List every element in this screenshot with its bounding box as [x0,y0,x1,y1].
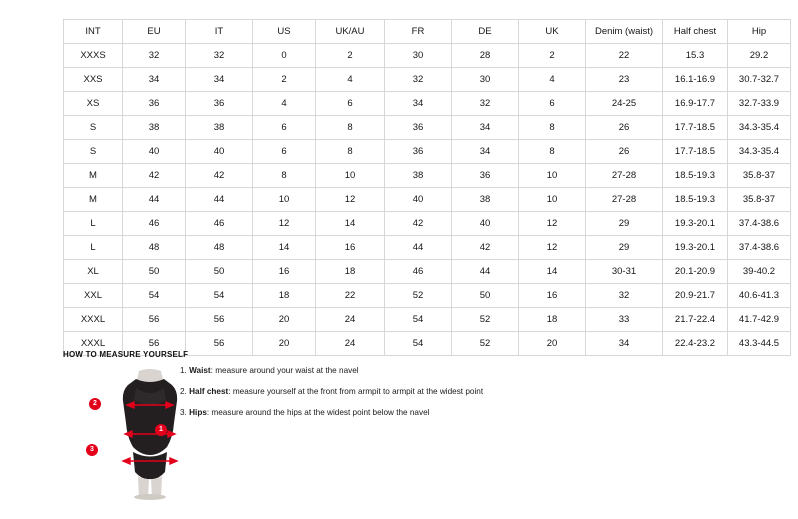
instruction-text-half-chest: : measure yourself at the front from armpit to armpit at the widest point [228,386,484,396]
cell-uk: 18 [519,308,586,332]
cell-half-chest: 16.9-17.7 [663,92,728,116]
instruction-number-1: 1. [180,366,187,375]
cell-hip: 35.8-37 [728,164,791,188]
cell-uk: 10 [519,164,586,188]
table-row [64,92,791,116]
cell-de: 42 [452,236,519,260]
cell-denim: 29 [586,212,663,236]
cell-denim: 26 [586,140,663,164]
cell-hip: 37.4-38.6 [728,212,791,236]
cell-uk-au: 16 [316,236,385,260]
measure-badge-1: 1 [155,424,167,436]
column-header-us: US [253,20,316,44]
cell-uk: 10 [519,188,586,212]
cell-uk: 12 [519,236,586,260]
cell-half-chest: 19.3-20.1 [663,212,728,236]
cell-eu: 32 [123,44,186,68]
cell-us: 12 [253,212,316,236]
cell-fr: 30 [385,44,452,68]
cell-us: 14 [253,236,316,260]
cell-hip: 35.8-37 [728,188,791,212]
cell-int: XL [64,260,123,284]
instruction-text-hips: : measure around the hips at the widest point below the navel [206,407,430,417]
cell-us: 20 [253,332,316,356]
cell-fr: 42 [385,212,452,236]
instruction-number-2: 2. [180,386,187,396]
cell-fr: 38 [385,164,452,188]
cell-half-chest: 15.3 [663,44,728,68]
cell-us: 16 [253,260,316,284]
measure-badge-3: 3 [86,444,98,456]
table-row [64,212,791,236]
cell-uk-au: 18 [316,260,385,284]
cell-hip: 34.3-35.4 [728,116,791,140]
cell-uk: 20 [519,332,586,356]
cell-fr: 36 [385,116,452,140]
cell-fr: 34 [385,92,452,116]
cell-uk-au: 24 [316,308,385,332]
cell-uk: 8 [519,116,586,140]
column-header-int: INT [64,20,123,44]
cell-int: L [64,236,123,260]
cell-denim: 22 [586,44,663,68]
cell-uk: 2 [519,44,586,68]
cell-it: 44 [186,188,253,212]
cell-de: 38 [452,188,519,212]
cell-eu: 44 [123,188,186,212]
instruction-item-waist [180,366,630,376]
cell-it: 56 [186,332,253,356]
table-row [64,68,791,92]
cell-half-chest: 18.5-19.3 [663,188,728,212]
table-row [64,236,791,260]
cell-de: 52 [452,332,519,356]
table-row [64,44,791,68]
cell-int: S [64,116,123,140]
cell-int: L [64,212,123,236]
cell-hip: 34.3-35.4 [728,140,791,164]
column-header-it: IT [186,20,253,44]
cell-us: 2 [253,68,316,92]
cell-fr: 40 [385,188,452,212]
instruction-term-hips: Hips [189,407,207,417]
cell-int: XXXL [64,308,123,332]
column-header-de: DE [452,20,519,44]
cell-uk-au: 10 [316,164,385,188]
cell-us: 18 [253,284,316,308]
cell-denim: 23 [586,68,663,92]
cell-int: XS [64,92,123,116]
column-header-half-chest: Half chest [663,20,728,44]
cell-uk-au: 6 [316,92,385,116]
cell-denim: 27-28 [586,188,663,212]
cell-half-chest: 16.1-16.9 [663,68,728,92]
cell-uk-au: 4 [316,68,385,92]
cell-int: XXL [64,284,123,308]
cell-hip: 39-40.2 [728,260,791,284]
cell-it: 32 [186,44,253,68]
cell-half-chest: 18.5-19.3 [663,164,728,188]
cell-de: 44 [452,260,519,284]
column-header-eu: EU [123,20,186,44]
cell-de: 34 [452,140,519,164]
cell-hip: 29.2 [728,44,791,68]
cell-int: M [64,164,123,188]
cell-int: XXXL [64,332,123,356]
cell-uk: 14 [519,260,586,284]
cell-eu: 42 [123,164,186,188]
table-row [64,116,791,140]
cell-uk-au: 8 [316,116,385,140]
cell-uk-au: 12 [316,188,385,212]
column-header-uk: UK [519,20,586,44]
table-row [64,188,791,212]
cell-us: 6 [253,116,316,140]
cell-half-chest: 21.7-22.4 [663,308,728,332]
cell-eu: 40 [123,140,186,164]
cell-denim: 24-25 [586,92,663,116]
cell-int: M [64,188,123,212]
cell-it: 56 [186,308,253,332]
cell-eu: 56 [123,308,186,332]
cell-us: 20 [253,308,316,332]
column-header-denim-waist: Denim (waist) [586,20,663,44]
cell-hip: 37.4-38.6 [728,236,791,260]
cell-uk: 12 [519,212,586,236]
cell-it: 54 [186,284,253,308]
cell-eu: 46 [123,212,186,236]
table-body [64,44,791,356]
cell-uk: 16 [519,284,586,308]
cell-denim: 29 [586,236,663,260]
cell-eu: 48 [123,236,186,260]
cell-denim: 30-31 [586,260,663,284]
cell-int: XXS [64,68,123,92]
cell-denim: 27-28 [586,164,663,188]
column-header-hip: Hip [728,20,791,44]
cell-de: 32 [452,92,519,116]
table-row [64,260,791,284]
cell-it: 48 [186,236,253,260]
cell-uk-au: 22 [316,284,385,308]
cell-uk: 8 [519,140,586,164]
cell-it: 36 [186,92,253,116]
cell-hip: 43.3-44.5 [728,332,791,356]
table-row [64,308,791,332]
cell-de: 50 [452,284,519,308]
cell-hip: 41.7-42.9 [728,308,791,332]
cell-us: 8 [253,164,316,188]
cell-uk-au: 2 [316,44,385,68]
table-header-row [64,20,791,44]
cell-denim: 26 [586,116,663,140]
cell-de: 36 [452,164,519,188]
table-row [64,284,791,308]
cell-us: 10 [253,188,316,212]
how-to-measure-title: HOW TO MEASURE YOURSELF [63,350,189,359]
cell-uk-au: 8 [316,140,385,164]
instruction-term-waist: Waist [189,366,211,375]
cell-denim: 32 [586,284,663,308]
cell-de: 40 [452,212,519,236]
cell-us: 0 [253,44,316,68]
cell-us: 6 [253,140,316,164]
cell-de: 28 [452,44,519,68]
cell-hip: 30.7-32.7 [728,68,791,92]
cell-eu: 54 [123,284,186,308]
cell-int: S [64,140,123,164]
cell-it: 46 [186,212,253,236]
column-header-uk-au: UK/AU [316,20,385,44]
cell-fr: 54 [385,308,452,332]
cell-it: 40 [186,140,253,164]
cell-half-chest: 22.4-23.2 [663,332,728,356]
cell-it: 38 [186,116,253,140]
table-row [64,140,791,164]
instruction-text-waist: : measure around your waist at the navel [210,366,359,375]
cell-de: 30 [452,68,519,92]
cell-it: 50 [186,260,253,284]
cell-uk: 6 [519,92,586,116]
cell-half-chest: 19.3-20.1 [663,236,728,260]
cell-fr: 36 [385,140,452,164]
cell-fr: 46 [385,260,452,284]
table-row [64,164,791,188]
cell-int: XXXS [64,44,123,68]
cell-de: 34 [452,116,519,140]
cell-it: 34 [186,68,253,92]
instruction-item-half-chest [180,387,630,397]
cell-hip: 32.7-33.9 [728,92,791,116]
cell-fr: 44 [385,236,452,260]
cell-eu: 50 [123,260,186,284]
measure-instructions [180,366,630,429]
cell-fr: 54 [385,332,452,356]
cell-eu: 56 [123,332,186,356]
cell-half-chest: 20.1-20.9 [663,260,728,284]
measure-badge-2: 2 [89,398,101,410]
cell-fr: 52 [385,284,452,308]
instruction-item-hips [180,408,630,418]
cell-us: 4 [253,92,316,116]
cell-de: 52 [452,308,519,332]
cell-denim: 34 [586,332,663,356]
cell-uk: 4 [519,68,586,92]
cell-uk-au: 14 [316,212,385,236]
instruction-number-3: 3. [180,407,187,417]
cell-eu: 34 [123,68,186,92]
column-header-fr: FR [385,20,452,44]
cell-half-chest: 17.7-18.5 [663,116,728,140]
instruction-term-half-chest: Half chest [189,386,229,396]
size-chart-container [63,19,780,356]
cell-eu: 36 [123,92,186,116]
cell-eu: 38 [123,116,186,140]
cell-fr: 32 [385,68,452,92]
cell-denim: 33 [586,308,663,332]
cell-uk-au: 24 [316,332,385,356]
cell-half-chest: 20.9-21.7 [663,284,728,308]
cell-half-chest: 17.7-18.5 [663,140,728,164]
cell-hip: 40.6-41.3 [728,284,791,308]
cell-it: 42 [186,164,253,188]
size-conversion-table [63,19,791,356]
